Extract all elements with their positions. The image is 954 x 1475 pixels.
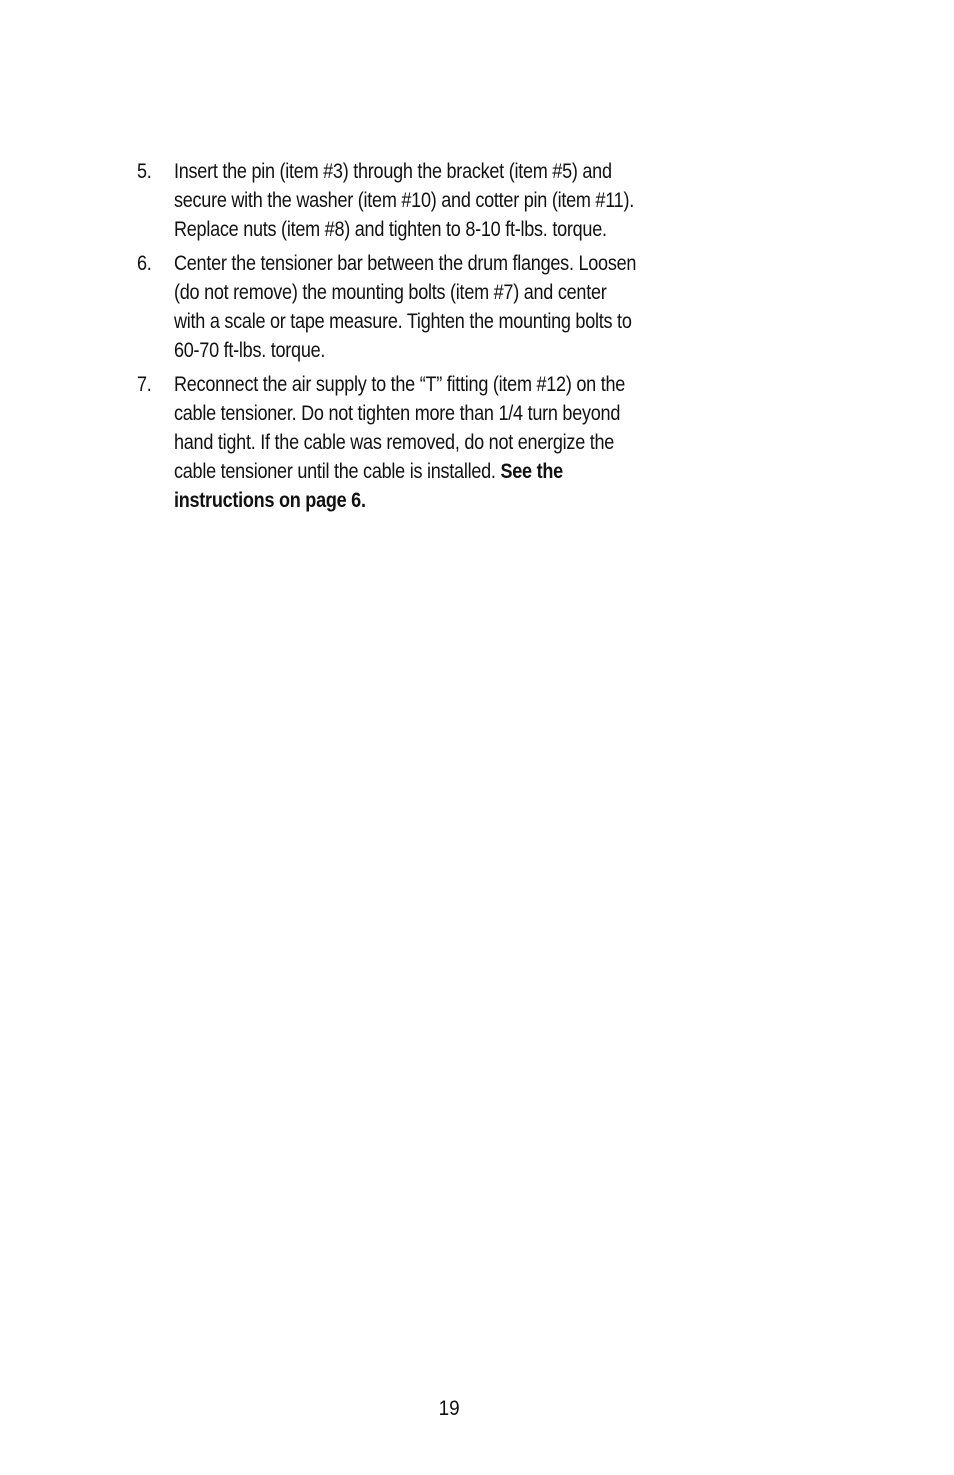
step-number: 6. [137, 252, 152, 275]
step-6 [137, 249, 638, 365]
page-number: 19 [438, 1397, 460, 1420]
step-7 [137, 370, 638, 515]
step-number: 5. [137, 160, 152, 183]
step-reference-note: See the instructions on page 6. [173, 460, 563, 512]
instruction-steps [137, 157, 657, 520]
step-5 [137, 157, 638, 244]
step-number: 7. [137, 373, 152, 396]
step-text: Reconnect the air supply to the “T” fitting (item #12) on the cable tensioner. Do not tighten more than 1/4 turn beyond hand tight. If the cable was removed, do not energize the cable tensioner until the cable is installed. [173, 373, 626, 483]
step-text: Center the tensioner bar between the drum flanges. Loosen (do not remove) the mounting bolts (item #7) and center with a scale or tape measure. Tighten the mounting bolts to 60-70 ft-lbs. torque. [173, 252, 637, 362]
step-text: Insert the pin (item #3) through the bracket (item #5) and secure with the washer (item #10) and cotter pin (item #11). Replace nuts (item #8) and tighten to 8-10 ft-lbs. torque. [173, 160, 634, 241]
